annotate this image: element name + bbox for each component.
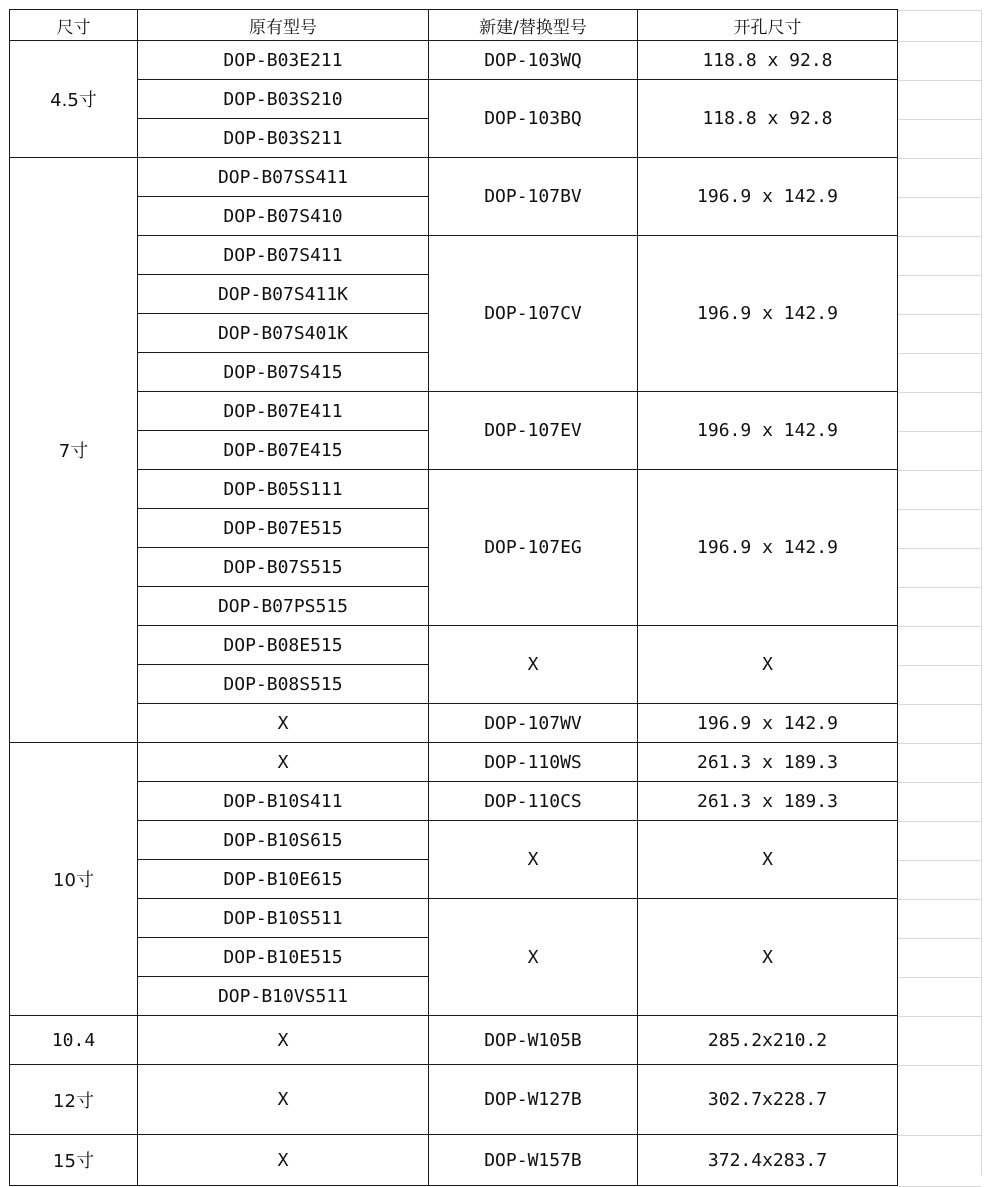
original-model-cell[interactable]: X [138,704,429,743]
table-row [10,392,898,431]
size-cell[interactable]: 10.4 [10,1016,138,1065]
original-model-cell[interactable]: X [138,1135,429,1186]
sheet-gridline [897,275,981,276]
cutout-size-cell[interactable]: X [638,899,898,1016]
replacement-model-cell[interactable]: DOP-107EV [429,392,638,470]
sheet-gridline [897,80,981,81]
replacement-model-cell[interactable]: DOP-W157B [429,1135,638,1186]
replacement-model-cell[interactable]: X [429,626,638,704]
cutout-size-cell[interactable]: 261.3 x 189.3 [638,743,898,782]
cutout-size-cell[interactable]: 196.9 x 142.9 [638,704,898,743]
original-model-cell[interactable]: X [138,1016,429,1065]
table-row [10,743,898,782]
cutout-size-cell[interactable]: X [638,626,898,704]
table-row [10,1016,898,1065]
header-row [10,10,898,41]
replacement-model-cell[interactable]: DOP-W105B [429,1016,638,1065]
table-row [10,899,898,938]
size-cell[interactable]: 7寸 [10,158,138,743]
replacement-model-cell[interactable]: DOP-103BQ [429,80,638,158]
cutout-size-cell[interactable]: 118.8 x 92.8 [638,41,898,80]
original-model-cell[interactable]: DOP-B08E515 [138,626,429,665]
header-original-model[interactable]: 原有型号 [138,10,429,41]
cutout-size-cell[interactable]: 261.3 x 189.3 [638,782,898,821]
sheet-gridline [897,821,981,822]
original-model-cell[interactable]: DOP-B07E515 [138,509,429,548]
replacement-model-cell[interactable]: X [429,821,638,899]
replacement-model-cell[interactable]: DOP-107EG [429,470,638,626]
sheet-gridline [897,509,981,510]
size-cell[interactable]: 12寸 [10,1065,138,1135]
sheet-gridline [897,431,981,432]
sheet-gridline [897,197,981,198]
table-row [10,470,898,509]
original-model-cell[interactable]: DOP-B07PS515 [138,587,429,626]
table-row [10,41,898,80]
original-model-cell[interactable]: DOP-B07S401K [138,314,429,353]
original-model-cell[interactable]: DOP-B10VS511 [138,977,429,1016]
replacement-model-cell[interactable]: DOP-107CV [429,236,638,392]
cutout-size-cell[interactable]: 196.9 x 142.9 [638,392,898,470]
table-row [10,158,898,197]
original-model-cell[interactable]: DOP-B07E415 [138,431,429,470]
original-model-cell[interactable]: DOP-B07S415 [138,353,429,392]
cutout-size-cell[interactable]: 118.8 x 92.8 [638,80,898,158]
sheet-gridline [897,548,981,549]
sheet-gridline [897,1186,981,1187]
original-model-cell[interactable]: DOP-B10S511 [138,899,429,938]
header-replacement-model[interactable]: 新建/替换型号 [429,10,638,41]
original-model-cell[interactable]: DOP-B05S111 [138,470,429,509]
size-cell[interactable]: 15寸 [10,1135,138,1186]
original-model-cell[interactable]: DOP-B07S410 [138,197,429,236]
table-row [10,782,898,821]
table-row [10,626,898,665]
original-model-cell[interactable]: DOP-B07S515 [138,548,429,587]
sheet-gridline [897,1065,981,1066]
sheet-gridline [897,704,981,705]
original-model-cell[interactable]: X [138,743,429,782]
sheet-gridline [897,1016,981,1017]
sheet-gridline [897,665,981,666]
table-row [10,704,898,743]
original-model-cell[interactable]: DOP-B07S411K [138,275,429,314]
sheet-gridline [897,41,981,42]
original-model-cell[interactable]: DOP-B10S411 [138,782,429,821]
cutout-size-cell[interactable]: 196.9 x 142.9 [638,236,898,392]
original-model-cell[interactable]: DOP-B07E411 [138,392,429,431]
cutout-size-cell[interactable]: 196.9 x 142.9 [638,158,898,236]
cutout-size-cell[interactable]: 285.2x210.2 [638,1016,898,1065]
sheet-gridline [897,587,981,588]
header-size[interactable]: 尺寸 [10,10,138,41]
replacement-model-cell[interactable]: DOP-107BV [429,158,638,236]
sheet-gridline [897,899,981,900]
sheet-gridline [897,392,981,393]
table-row [10,80,898,119]
original-model-cell[interactable]: DOP-B03S211 [138,119,429,158]
table-row [10,236,898,275]
original-model-cell[interactable]: DOP-B07S411 [138,236,429,275]
sheet-gridline [897,782,981,783]
original-model-cell[interactable]: DOP-B03E211 [138,41,429,80]
sheet-gridline [897,236,981,237]
sheet-gridline [897,977,981,978]
cutout-size-cell[interactable]: 372.4x283.7 [638,1135,898,1186]
sheet-gridline [897,1135,981,1136]
size-cell[interactable]: 10寸 [10,743,138,1016]
sheet-gridline [897,860,981,861]
sheet-gridline [897,626,981,627]
sheet-gridline [897,314,981,315]
table-row [10,1065,898,1135]
model-cutout-table [9,9,898,1186]
original-model-cell[interactable]: DOP-B03S210 [138,80,429,119]
table-row [10,821,898,860]
original-model-cell[interactable]: DOP-B10S615 [138,821,429,860]
sheet-gridline [897,353,981,354]
original-model-cell[interactable]: DOP-B08S515 [138,665,429,704]
sheet-gridline [897,10,981,11]
replacement-model-cell[interactable]: DOP-107WV [429,704,638,743]
cutout-size-cell[interactable]: X [638,821,898,899]
sheet-gridline [897,470,981,471]
sheet-gridline [897,158,981,159]
sheet-gridline [897,938,981,939]
table-row [10,1135,898,1186]
header-cutout-size[interactable]: 开孔尺寸 [638,10,898,41]
replacement-model-cell[interactable]: DOP-110WS [429,743,638,782]
sheet-gridline [897,119,981,120]
original-model-cell[interactable]: DOP-B07SS411 [138,158,429,197]
replacement-model-cell[interactable]: X [429,899,638,1016]
sheet-gridline [897,743,981,744]
sheet-gridline-vertical [981,10,982,1175]
replacement-model-cell[interactable]: DOP-103WQ [429,41,638,80]
cutout-size-cell[interactable]: 302.7x228.7 [638,1065,898,1135]
replacement-model-cell[interactable]: DOP-110CS [429,782,638,821]
size-cell[interactable]: 4.5寸 [10,41,138,158]
replacement-model-cell[interactable]: DOP-W127B [429,1065,638,1135]
cutout-size-cell[interactable]: 196.9 x 142.9 [638,470,898,626]
original-model-cell[interactable]: X [138,1065,429,1135]
original-model-cell[interactable]: DOP-B10E515 [138,938,429,977]
original-model-cell[interactable]: DOP-B10E615 [138,860,429,899]
